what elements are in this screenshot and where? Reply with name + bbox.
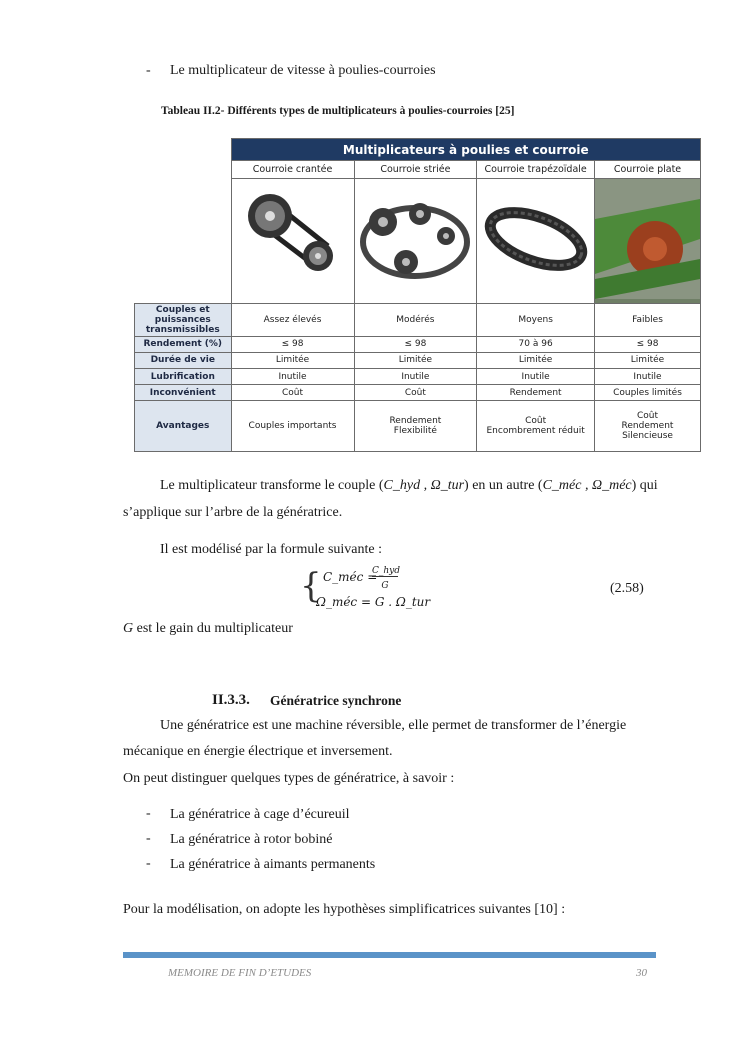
bullet-item: La génératrice à rotor bobiné [170, 832, 333, 847]
section-title: Génératrice synchrone [270, 693, 402, 708]
math-inline: G [123, 621, 134, 636]
intro-bullet-text: Le multiplicateur de vitesse à poulies-courroies [170, 63, 436, 78]
table-cell [354, 401, 477, 452]
advantage-line: Flexibilité [393, 426, 437, 437]
table-cell: ≤ 98 [595, 336, 701, 352]
col-header: Courroie crantée [231, 161, 354, 178]
gain-line [123, 620, 293, 638]
row-label-advantages: Avantages [135, 401, 232, 452]
row-label: Couples et puissances transmissibles [135, 304, 232, 336]
bullet-dash: - [146, 63, 151, 78]
table-cell [477, 401, 595, 452]
toothed-belt-image [231, 178, 354, 304]
paragraph-couple-line2: s’applique sur l’arbre de la génératrice. [123, 505, 343, 520]
col-header: Courroie striée [354, 161, 477, 178]
advantage-line: Coût [636, 411, 659, 422]
bullet-item: La génératrice à cage d’écureuil [170, 807, 350, 822]
table-cell: 70 à 96 [477, 336, 595, 352]
table-cell: ≤ 98 [354, 336, 477, 352]
text-run: est le gain du multiplicateur [133, 621, 293, 636]
paragraph-model: Il est modélisé par la formule suivante : [160, 542, 382, 557]
equation-number: (2.58) [610, 581, 644, 596]
bullet-dash: - [146, 831, 151, 846]
table-cell [595, 401, 701, 452]
table-title: Multiplicateurs à poulies et courroie [231, 139, 700, 161]
equation-line1-lhs: C_méc = [323, 570, 378, 584]
table-cell: Limitée [231, 352, 354, 368]
table-cell: Limitée [477, 352, 595, 368]
table-cell: Inutile [354, 368, 477, 384]
brace-icon: { [300, 566, 322, 606]
equation-frac-den: G [381, 581, 389, 591]
advantage-line: Couples importants [248, 421, 337, 432]
page-number: 30 [636, 967, 647, 979]
equation-frac-num: C_hyd [372, 566, 401, 576]
paragraph-generator-line1: Une génératrice est une machine réversible, elle permet de transformer de l’énergie [160, 718, 627, 733]
footer-rule [123, 952, 656, 958]
section-number: II.3.3. [212, 692, 250, 708]
paragraph-generator-line2: mécanique en énergie électrique et inversement. [123, 744, 393, 759]
table-cell: ≤ 98 [231, 336, 354, 352]
table-cell: Moyens [477, 304, 595, 336]
table-cell [231, 401, 354, 452]
table-cell: Inutile [231, 368, 354, 384]
footer-title: MEMOIRE DE FIN D’ETUDES [168, 967, 312, 979]
table-cell: Inutile [477, 368, 595, 384]
math-inline: C_méc , Ω_méc [542, 478, 632, 493]
table-cell: Rendement [477, 385, 595, 401]
bullet-dash: - [146, 806, 151, 821]
row-label: Inconvénient [135, 385, 232, 401]
row-label: Durée de vie [135, 352, 232, 368]
equation-line2: Ω_méc = G . Ω_tur [316, 595, 431, 609]
table-cell: Faibles [595, 304, 701, 336]
v-belt-image [477, 178, 595, 304]
table-cell: Inutile [595, 368, 701, 384]
table-cell: Limitée [595, 352, 701, 368]
belt-multiplier-table [134, 138, 701, 452]
advantage-line: Encombrement réduit [486, 426, 585, 437]
row-label: Rendement (%) [135, 336, 232, 352]
col-header: Courroie trapézoïdale [477, 161, 595, 178]
ribbed-belt-image [354, 178, 477, 304]
table-caption: Tableau II.2- Différents types de multiplicateurs à poulies-courroies [25] [161, 105, 515, 117]
col-header: Courroie plate [595, 161, 701, 178]
text-run: ) qui [631, 478, 658, 493]
text-run: Le multiplicateur transforme le couple ( [160, 478, 384, 493]
bullet-dash: - [146, 856, 151, 871]
advantage-line: Rendement [621, 421, 674, 432]
text-run: ) en un autre ( [464, 478, 543, 493]
paragraph-hypotheses: Pour la modélisation, on adopte les hypothèses simplificatrices suivantes [10] : [123, 902, 566, 917]
table-cell: Couples limités [595, 385, 701, 401]
paragraph-couple [160, 477, 658, 495]
bullet-item: La génératrice à aimants permanents [170, 857, 376, 872]
advantage-line: Coût [525, 416, 547, 427]
table-cell: Coût [354, 385, 477, 401]
flat-belt-image [595, 178, 701, 304]
row-label: Lubrification [135, 368, 232, 384]
table-cell: Modérés [354, 304, 477, 336]
advantage-line: Silencieuse [622, 431, 673, 442]
table-cell: Assez élevés [231, 304, 354, 336]
paragraph-types: On peut distinguer quelques types de génératrice, à savoir : [123, 771, 455, 786]
table-cell: Limitée [354, 352, 477, 368]
math-inline: C_hyd , Ω_tur [383, 478, 465, 493]
advantage-line: Rendement [389, 416, 442, 427]
table-cell: Coût [231, 385, 354, 401]
